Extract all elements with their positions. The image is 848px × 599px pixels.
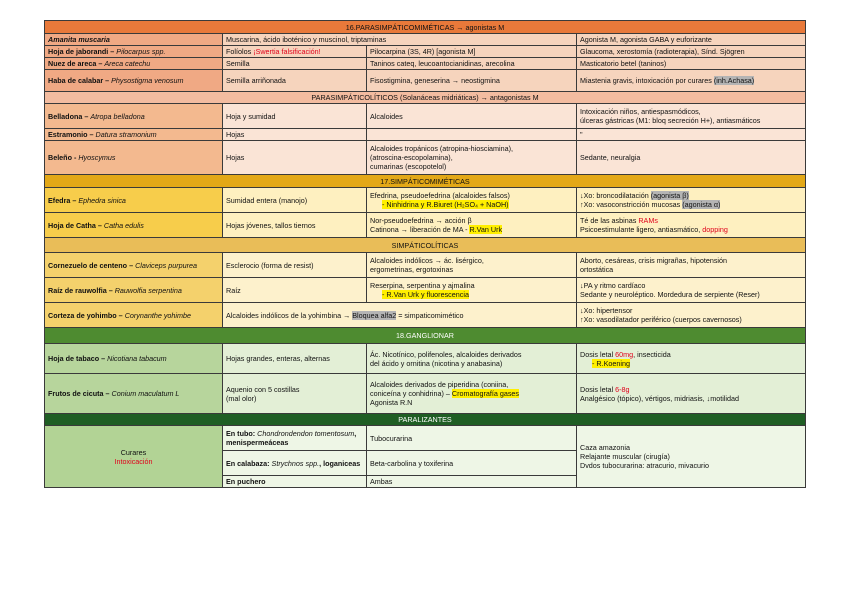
plant-name-cell (45, 141, 223, 175)
comp-line: Agonista R.N (370, 398, 413, 407)
plant-name-cell (45, 213, 223, 238)
comp-text: Catinona → liberación de MA - (370, 225, 470, 234)
plant-name-cell (45, 188, 223, 213)
comp-line: Reserpina, serpentina y ajmalina (370, 281, 475, 290)
plant-name-cell (45, 426, 223, 488)
components-cell (367, 141, 577, 175)
highlight-text: - R.Van Urk y fluorescencia (382, 290, 469, 299)
scientific-name: Chondrondendon tomentosum (257, 429, 355, 438)
plant-name: Hoja de Catha – (48, 220, 104, 230)
components-cell (367, 129, 577, 141)
table-row-yohimbe (45, 303, 806, 328)
scientific-name: Areca catechu (104, 59, 151, 68)
components-cell (367, 374, 577, 414)
plant-name: Curares (120, 447, 147, 457)
effects-cell (577, 374, 806, 414)
warning-text: 60mg (615, 349, 634, 359)
part-label: En calabaza: (226, 458, 272, 468)
part-label: En tubo: (226, 429, 258, 438)
warning-text: Intoxicación (114, 456, 153, 466)
effects-cell (577, 278, 806, 303)
part-cell: Semilla (223, 58, 367, 70)
scientific-name: Claviceps purpurea (135, 260, 198, 270)
part-cell: Sumidad entera (manojo) (223, 188, 367, 213)
effect-line (580, 200, 802, 209)
effect-line (580, 385, 802, 394)
scientific-name: Catha edulis (103, 220, 144, 230)
comp-line (370, 389, 573, 398)
components-cell: Pilocarpina (3S, 4R) [agonista M] (367, 46, 577, 58)
comp-line: Efedrina, pseudoefedrina (alcaloides falsos) (370, 191, 510, 200)
plant-name-cell (45, 34, 223, 46)
part-text: , menispermeáceas (226, 429, 357, 447)
comp-line: ergometrinas, ergotoxinas (370, 265, 454, 274)
highlight-text: (agonista α) (682, 200, 721, 209)
plant-name: Efedra – (48, 195, 79, 205)
plant-name: Estramonio – (48, 130, 96, 139)
section-title: 17.SIMPÁTICOMIMÉTICAS (45, 175, 806, 188)
table-row-cornezuelo (45, 253, 806, 278)
effect-line: ortostática (580, 265, 614, 274)
components-cell (367, 253, 577, 278)
plant-name: Hoja de jaborandi – (48, 47, 117, 56)
effects-cell: Masticatorio betel (taninos) (577, 58, 806, 70)
effect-text: ↑Xo: vasoconstricción mucosas (580, 200, 683, 209)
comp-line (370, 290, 469, 299)
section-header-parasimpaticoliticos (45, 92, 806, 104)
plant-name-cell (45, 70, 223, 92)
scientific-name: Datura stramonium (95, 130, 157, 139)
effect-line (580, 216, 802, 225)
components-cell: Beta-carbolina y toxiferina (367, 451, 577, 476)
effects-cell (577, 104, 806, 129)
plant-name: Amanita muscaria (48, 35, 110, 44)
effect-line: úlceras gástricas (M1: bloq secreción H+), antiasmáticos (580, 116, 761, 125)
components-cell (367, 213, 577, 238)
comp-line: cumarinas (escopotelol) (370, 162, 447, 171)
scientific-name: Atropa belladona (90, 111, 145, 121)
section-title: PARASIMPÁTICOLÍTICOS (Solanáceas midriáticas) → antagonistas M (45, 92, 806, 104)
effect-line (580, 191, 802, 200)
part-cell: Esclerocio (forma de resist) (223, 253, 367, 278)
part-cell: En puchero (223, 476, 367, 488)
table-row-amanita (45, 34, 806, 46)
plant-name: Cornezuelo de centeno – (48, 260, 136, 270)
plant-name: Beleño - (48, 153, 79, 162)
table-row-beleno (45, 141, 806, 175)
comp-line: Alcaloides indólicos → ác. lisérgico, (370, 256, 484, 265)
plant-name-cell (45, 104, 223, 129)
table-row-jaborandi (45, 46, 806, 58)
table-row-cicuta (45, 374, 806, 414)
part-cell (223, 46, 367, 58)
highlight-text: - Ninhidrina y R.Biuret (H₂SO₄ + NaOH) (382, 200, 509, 209)
warning-text: 6-8g (615, 384, 630, 394)
effect-line (580, 225, 802, 234)
plant-name: Nuez de areca – (48, 59, 105, 68)
components-cell: Tubocurarina (367, 426, 577, 451)
components-cell: Alcaloides (367, 104, 577, 129)
comp-text: = simpaticomimético (396, 310, 464, 320)
effects-cell (577, 70, 806, 92)
effects-cell (577, 213, 806, 238)
plant-name: Belladona – (48, 111, 91, 121)
plant-name-cell (45, 58, 223, 70)
effects-cell: Agonista M, agonista GABA y euforizante (577, 34, 806, 46)
components-cell: Taninos cateq, leucoantocianidinas, arecolina (367, 58, 577, 70)
plant-name-cell (45, 278, 223, 303)
plant-name: Raíz de rauwolfia – (48, 285, 115, 295)
table-row-catha (45, 213, 806, 238)
effect-line: Intoxicación niños, antiespasmódicos, (580, 107, 701, 116)
effects-cell (577, 253, 806, 278)
comp-line: Nor-pseudoefedrina → acción β (370, 216, 472, 225)
scientific-name: Hyoscymus (78, 153, 116, 162)
scientific-name: Physostigma venosum (111, 76, 184, 85)
effects-cell (577, 426, 806, 488)
part-line: Aquenio con 5 costillas (226, 384, 300, 394)
part-cell: Semilla arriñonada (223, 70, 367, 92)
effect-line: ↑Xo: vasodilatador periférico (cuerpos cavernosos) (580, 315, 742, 324)
scientific-name: Nicotiana tabacum (107, 354, 167, 363)
table-row-tabaco (45, 344, 806, 374)
warning-text: ¡Swertia falsificación! (253, 47, 321, 56)
section-header-paralizantes (45, 414, 806, 426)
plant-name-cell (45, 374, 223, 414)
comp-line: Alcaloides tropánicos (atropina-hiosciamina), (370, 144, 514, 153)
comp-line: Alcaloides derivados de piperidina (coniina, (370, 380, 509, 389)
plant-name: Frutos de cicuta – (48, 389, 112, 398)
effect-line: Analgésico (tópico), vértigos, midriasis, ↓motilidad (580, 393, 739, 403)
highlight-text: Bloquea alfa2 (352, 310, 397, 320)
part-cell: Hojas (223, 141, 367, 175)
warning-text: dopping (702, 225, 728, 234)
table-row-calabar (45, 70, 806, 92)
part-cell: Hojas grandes, enteras, alternas (223, 344, 367, 374)
plant-name-cell (45, 344, 223, 374)
part-cell (223, 451, 367, 476)
part-cell: Raíz (223, 278, 367, 303)
effect-text: Psicoestimulante ligero, antiasmático, (580, 225, 703, 234)
part-line: (mal olor) (226, 393, 257, 403)
part-cell: Hojas (223, 129, 367, 141)
effects-cell (577, 303, 806, 328)
scientific-name: Corynanthe yohimbe (124, 310, 192, 320)
plant-name: Hoja de tabaco – (48, 354, 108, 363)
effects-cell: " (577, 129, 806, 141)
effect-line: Sedante y neuroléptico. Mordedura de serpiente (Reser) (580, 290, 760, 299)
components-cell: Fisostigmina, geneserina → neostigmina (367, 70, 577, 92)
part-text: Folíolos (226, 47, 254, 56)
components-cell (367, 344, 577, 374)
section-header-parasimpaticomimeticas (45, 21, 806, 34)
scientific-name: Rauwolfia serpentina (114, 285, 182, 295)
comp-line: del ácido y ornitina (nicotina y anabasina) (370, 358, 503, 368)
highlight-text: (agonista β) (650, 191, 689, 200)
effects-cell (577, 188, 806, 213)
effect-line: Caza amazonia (580, 443, 630, 452)
components-cell (367, 188, 577, 213)
scientific-name: Ephedra sinica (78, 195, 126, 205)
effect-text: Miastenia gravis, intoxicación por curares (580, 76, 714, 85)
comp-line (370, 225, 573, 234)
part-cell: Hojas jóvenes, tallos tiernos (223, 213, 367, 238)
plant-name: Haba de calabar – (48, 76, 112, 85)
effect-line (580, 359, 630, 368)
highlight-text: R.Van Urk (469, 225, 503, 234)
section-title: SIMPÁTICOLÍTICAS (45, 238, 806, 253)
comp-text: coniceína y conhidrina) – (370, 389, 452, 398)
highlight-text: (inh.Achasa) (713, 76, 755, 85)
effects-cell (577, 344, 806, 374)
effect-line: Aborto, cesáreas, crisis migrañas, hipotensión (580, 256, 728, 265)
components-cell: Ambas (367, 476, 577, 488)
effect-text: Dosis letal (580, 349, 616, 359)
scientific-name: Conium maculatum L (111, 389, 180, 398)
table-row-rauwolfia (45, 278, 806, 303)
scientific-name: Pilocarpus spp. (116, 47, 166, 56)
comp-line: (atroscina-escopolamina), (370, 153, 453, 162)
effects-cell: Glaucoma, xerostomía (radioterapia), Sínd. Sjögren (577, 46, 806, 58)
section-title: 16.PARASIMPÁTICOMIMÉTICAS → agonistas M (45, 21, 806, 34)
components-cell (367, 278, 577, 303)
comp-line: Ác. Nicotínico, polifenoles, alcaloides derivados (370, 349, 522, 359)
effect-line: Dvdos tubocurarina: atracurio, mivacurio (580, 461, 710, 470)
plant-name-cell (45, 46, 223, 58)
plant-name: Corteza de yohimbo – (48, 310, 125, 320)
comp-text: Alcaloides indólicos de la yohimbina → (226, 310, 353, 320)
table-row-belladona (45, 104, 806, 129)
section-header-simpaticoliticas (45, 238, 806, 253)
comp-line (370, 200, 509, 209)
part-cell (223, 426, 367, 451)
section-header-ganglionar (45, 328, 806, 344)
section-header-simpaticomimeticas (45, 175, 806, 188)
table-row-estramonio (45, 129, 806, 141)
part-cell (223, 374, 367, 414)
pharmacology-table (44, 20, 806, 488)
scientific-name: Strychnos spp. (271, 458, 320, 468)
plant-name-cell (45, 129, 223, 141)
table-row-curares-tubo (45, 426, 806, 451)
effects-cell: Sedante, neuralgia (577, 141, 806, 175)
components-cell: Muscarina, ácido iboténico y muscinol, triptaminas (223, 34, 577, 46)
effect-text: ↓Xo: broncodilatación (580, 191, 651, 200)
components-cell (223, 303, 577, 328)
effect-line (580, 350, 802, 359)
table-row-efedra (45, 188, 806, 213)
highlight-text: Cromatografía gases (451, 389, 520, 398)
effect-line: ↓Xo: hipertensor (580, 306, 633, 315)
effect-text: , insecticida (633, 349, 671, 359)
effect-line: ↓PA y ritmo cardíaco (580, 281, 646, 290)
section-title: PARALIZANTES (45, 414, 806, 426)
plant-name-cell (45, 303, 223, 328)
effect-line: Relajante muscular (cirugía) (580, 452, 670, 461)
highlight-text: - R.Koening (592, 358, 630, 368)
plant-name-cell (45, 253, 223, 278)
warning-text: RAMs (638, 216, 658, 225)
part-text: , loganiceas (319, 458, 361, 468)
table-row-areca (45, 58, 806, 70)
section-title: 18.GANGLIONAR (45, 328, 806, 344)
effect-text: Té de las asbinas (580, 216, 639, 225)
effect-text: Dosis letal (580, 384, 616, 394)
part-cell: Hoja y sumidad (223, 104, 367, 129)
